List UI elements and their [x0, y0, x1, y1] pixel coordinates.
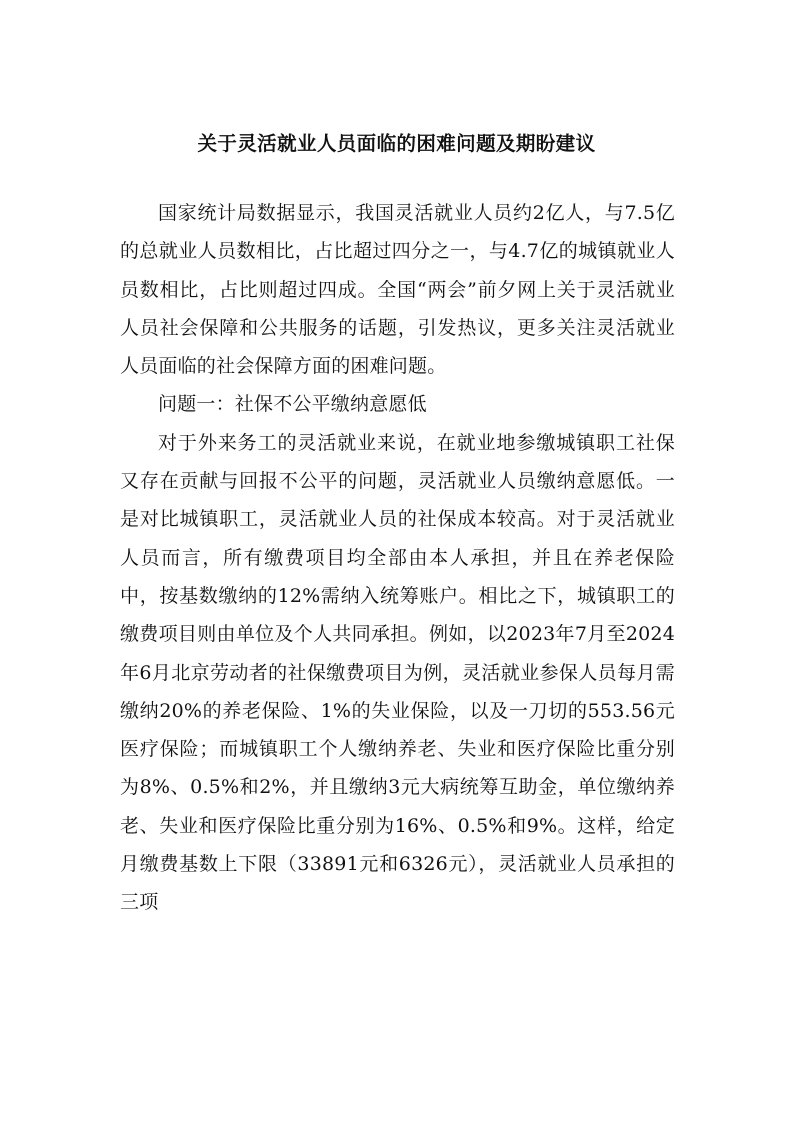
document-title: 关于灵活就业人员面临的困难问题及期盼建议 — [197, 132, 596, 155]
document-body — [120, 194, 675, 922]
section-heading-problem-one: 问题一：社保不公平缴纳意愿低 — [158, 393, 427, 416]
body-paragraph: 对于外来务工的灵活就业来说，在就业地参缴城镇职工社保又存在贡献与回报不公平的问题，灵活就业人员缴纳意愿低。一是对比城镇职工，灵活就业人员的社保成本较高。对于灵活就业人员而言，所有缴费项目均全部由本人承担，并且在养老保险中，按基数缴纳的12%需纳入统筹账户。相比之下，城镇职工的缴费项目则由单位及个人共同承担。例如，以2023年7月至2024年6月北京劳动者的社保缴费项目为例，灵活就业参保人员每月需缴纳20%的养老保险、1%的失业保险，以及一刀切的553.56元医疗保险；而城镇职工个人缴纳养老、失业和医疗保险比重分别为8%、0.5%和2%，并且缴纳3元大病统筹互助金，单位缴纳养老、失业和医疗保险比重分别为16%、0.5%和9%。这样，给定月缴费基数上下限（33891元和6326元），灵活就业人员承担的三项 — [120, 431, 675, 914]
intro-paragraph: 国家统计局数据显示，我国灵活就业人员约2亿人，与7.5亿的总就业人员数相比，占比超过四分之一，与4.7亿的城镇就业人员数相比，占比则超过四成。全国“两会”前夕网上关于灵活就业人员社会保障和公共服务的话题，引发热议，更多关注灵活就业人员面临的社会保障方面的困难问题。 — [120, 202, 675, 378]
